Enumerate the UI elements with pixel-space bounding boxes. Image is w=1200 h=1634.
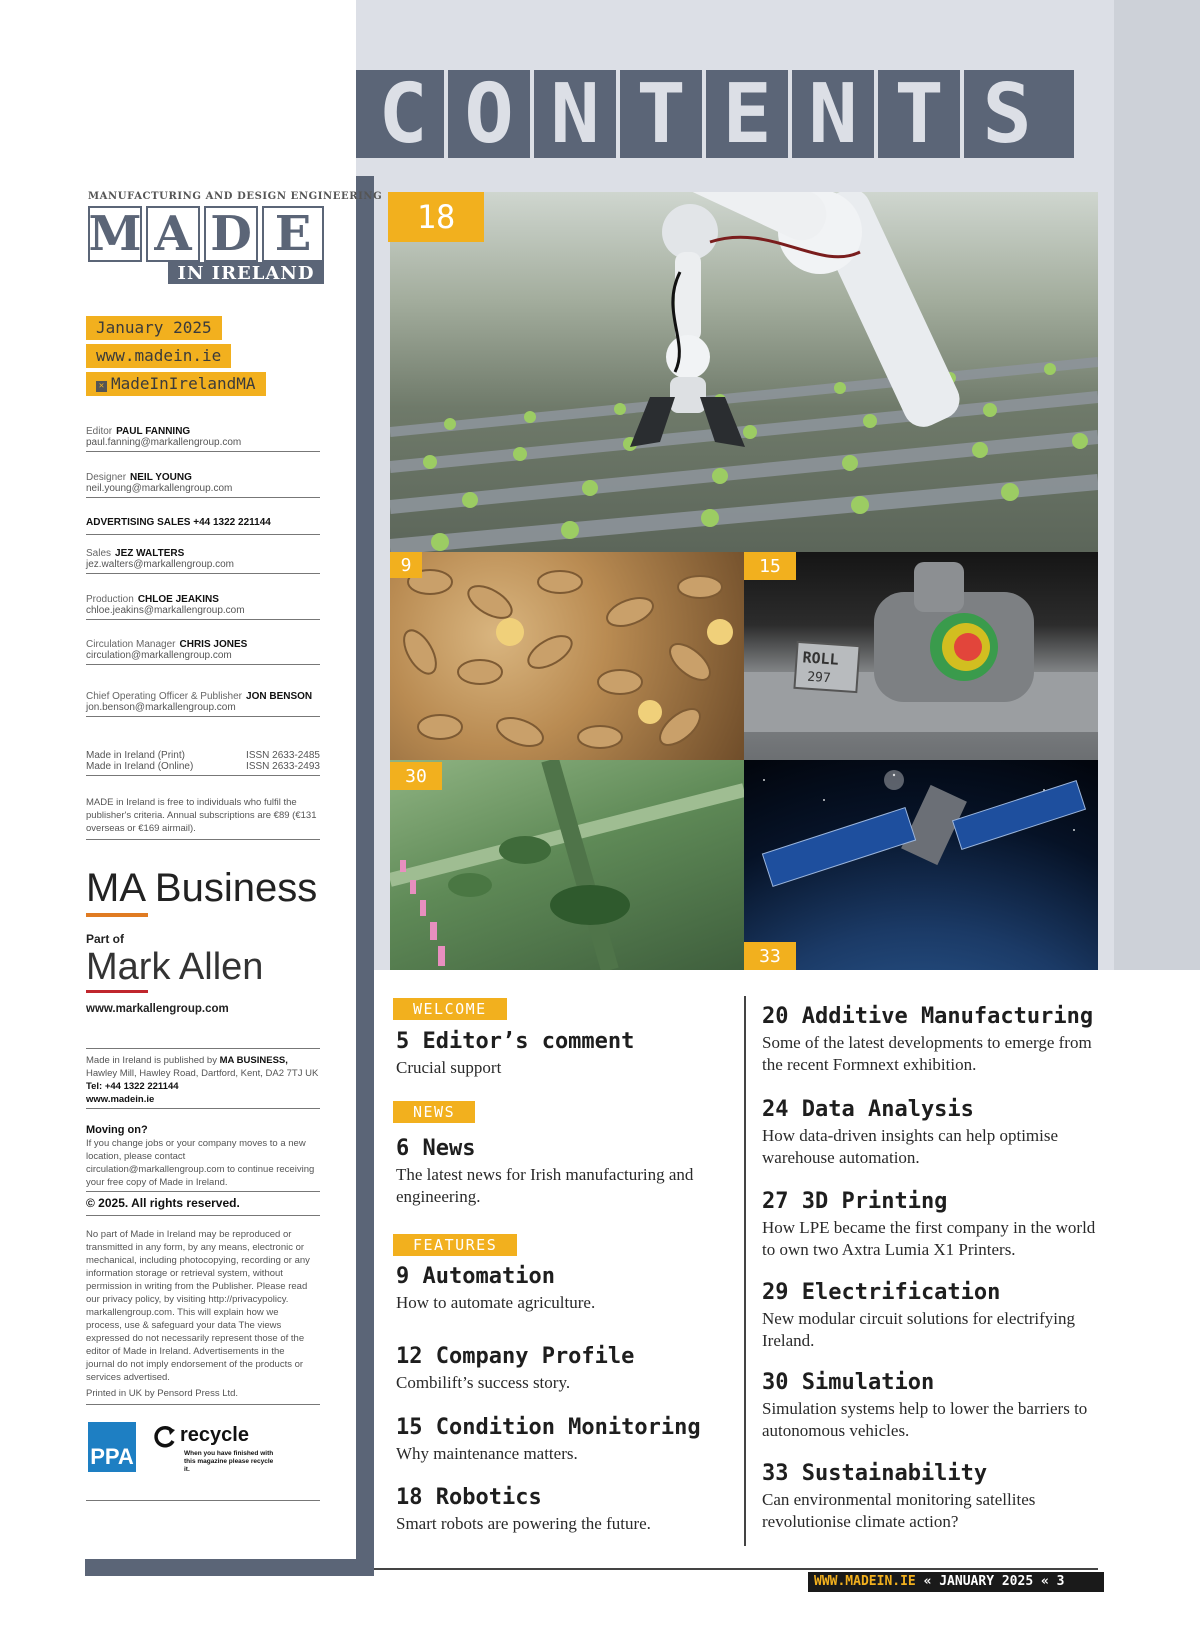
publisher-web[interactable]: www.madein.ie [86,1094,155,1105]
publisher-info [86,1054,320,1106]
entry-desc: Smart robots are powering the future. [396,1514,651,1533]
entry-sustainability[interactable] [762,1461,1102,1533]
part-of-label: Part of [86,932,125,946]
entry-title: 27 3D Printing [762,1189,948,1214]
condition-monitoring-photo [744,552,1098,760]
entry-title: 12 Company Profile [396,1344,635,1369]
moving-on-block [86,1124,320,1189]
entry-condition-monitoring[interactable] [396,1415,736,1465]
issn-print-value: ISSN 2633-2485 [246,750,320,761]
entry-electrification[interactable] [762,1280,1102,1352]
printed-by: Printed in UK by Pensord Press Ltd. [86,1388,239,1399]
staff-name: CHLOE JEAKINS [137,594,219,605]
staff-name: JON BENSON [246,691,313,702]
entry-data-analysis[interactable] [762,1097,1102,1169]
advertising-sales [86,517,320,535]
entry-company-profile[interactable] [396,1344,736,1394]
staff-role: Production [86,594,134,605]
entry-simulation[interactable] [762,1370,1102,1442]
staff-production [86,594,320,620]
legal-notice: No part of Made in Ireland may be reproduced or transmitted in any form, by any means, electronic or mechanical, including photocopying, recording or any information storage or retrieval system, without permission in writing from the Publisher. Please read our privacy policy, by visiting http://privacypolicy. markallengroup.com. This will explain how we process, use & safeguard your data The views expressed do not necessarily represent those of the editor of Made in Ireland. Advertisements in the journal do not imply endorsement of the products or services advertised. [86,1229,310,1383]
logo-letter: A [146,206,200,262]
divider [86,1215,320,1216]
title-letter: T [620,70,706,158]
entry-robotics[interactable] [396,1485,736,1535]
staff-name: CHRIS JONES [179,639,248,650]
issn-online-label: Made in Ireland (Online) [86,761,194,772]
entry-desc: Simulation systems help to lower the barriers to autonomous vehicles. [762,1399,1088,1440]
staff-email[interactable]: jez.walters@markallengroup.com [86,559,234,570]
entry-automation[interactable] [396,1264,736,1314]
robotics-photo [390,192,1098,552]
page-tag-sustainability: 33 [744,942,796,970]
title-letter: E [706,70,792,158]
divider [86,1191,320,1192]
mark-allen-logo: Mark Allen [86,946,264,988]
staff-email[interactable]: paul.fanning@markallengroup.com [86,437,242,448]
staff-sales [86,548,320,574]
entry-title: 6 News [396,1136,476,1161]
entry-desc: Why maintenance matters. [396,1444,578,1463]
social-handle[interactable] [86,372,266,396]
section-news: NEWS [393,1101,475,1123]
logo-letter: E [262,206,324,262]
automation-photo [390,552,744,760]
entry-desc: New modular circuit solutions for electrifying Ireland. [762,1309,1075,1350]
staff-email[interactable]: circulation@markallengroup.com [86,650,232,661]
moving-on-heading: Moving on? [86,1124,148,1136]
entry-news[interactable] [396,1136,736,1208]
entry-desc: Can environmental monitoring satellites revolutionise climate action? [762,1490,1036,1531]
issn-online-value: ISSN 2633-2493 [246,761,320,772]
ma-business-logo: MA Business [86,866,318,910]
staff-email[interactable]: chloe.jeakins@markallengroup.com [86,605,245,616]
title-letter: N [792,70,878,158]
moving-on-text: If you change jobs or your company moves to a new location, please contact circulation@markallengroup.com to continue receiving your free copy of Made in Ireland. [86,1138,315,1188]
staff-designer [86,472,320,498]
logo-letter: D [204,206,258,262]
staff-role: Chief Operating Officer & Publisher [86,691,243,702]
mark-allen-underline [86,990,148,993]
made-logo [88,206,324,268]
sustainability-photo [744,760,1098,970]
entry-desc: How data-driven insights can help optimise warehouse automation. [762,1126,1059,1167]
page-tag-condition: 15 [744,552,796,580]
entry-title: 29 Electrification [762,1280,1001,1305]
entry-desc: Combilift’s success story. [396,1373,571,1392]
issue-date: January 2025 [86,316,222,340]
entry-title: 24 Data Analysis [762,1097,974,1122]
title-letter: C [362,70,448,158]
publisher-address: Hawley Mill, Hawley Road, Dartford, Kent, DA2 7TJ UK [86,1068,319,1079]
staff-role: Editor [86,426,113,437]
page-tag-automation: 9 [390,552,422,578]
footer-page-number: 3 [1056,1574,1065,1589]
copyright: © 2025. All rights reserved. [86,1196,240,1210]
entry-desc: The latest news for Irish manufacturing and engineering. [396,1165,694,1206]
staff-role: Sales [86,548,112,559]
entry-title: 18 Robotics [396,1485,542,1510]
entry-desc: How LPE became the first company in the world to own two Axtra Lumia X1 Printers. [762,1218,1096,1259]
roll-number: 297 [806,669,832,687]
simulation-photo [390,760,744,970]
title-letter: N [534,70,620,158]
logo-subtitle: IN IRELAND [168,262,324,284]
recycle-note: When you have finished with this magazine please recycle it. [184,1450,274,1473]
page-tag-simulation: 30 [390,762,442,790]
social-handle-text: MadeInIrelandMA [111,374,256,393]
entry-title: 20 Additive Manufacturing [762,1004,1094,1029]
staff-email[interactable]: neil.young@markallengroup.com [86,483,233,494]
footer-url[interactable]: WWW.MADEIN.IE [814,1574,916,1589]
recycle-label: recycle [180,1424,249,1446]
vertical-divider-bar [356,176,374,1576]
ppa-logo: PPA [88,1422,136,1472]
column-separator [744,996,746,1546]
recycle-icon [152,1424,178,1450]
issn-block [86,750,320,776]
divider [86,1048,320,1049]
footer-rule [374,1568,1098,1570]
ma-business-underline [86,913,148,917]
staff-name: PAUL FANNING [116,426,191,437]
roll-label: ROLL [801,648,840,669]
staff-role: Designer [86,472,127,483]
title-letter: O [448,70,534,158]
markallen-url[interactable]: www.markallengroup.com [86,1003,229,1015]
entry-title: 5 Editor’s comment [396,1029,635,1054]
staff-name: ADVERTISING SALES +44 1322 221144 [86,517,271,528]
section-welcome: WELCOME [393,998,507,1020]
staff-role: Circulation Manager [86,639,176,650]
x-icon: ✕ [96,381,107,392]
staff-name: JEZ WALTERS [115,548,185,559]
staff-circulation [86,639,320,665]
entry-desc: How to automate agriculture. [396,1293,596,1312]
staff-publisher [86,691,320,717]
section-features: FEATURES [393,1234,517,1256]
page-tag-robotics: 18 [388,192,484,242]
staff-email[interactable]: jon.benson@markallengroup.com [86,702,236,713]
divider [86,1404,320,1405]
entry-desc: Some of the latest developments to emerge from the recent Formnext exhibition. [762,1033,1092,1074]
entry-additive-manufacturing[interactable] [762,1004,1102,1076]
title-letter: T [878,70,964,158]
publisher-tel: Tel: +44 1322 221144 [86,1081,179,1092]
staff-name: NEIL YOUNG [130,472,192,483]
footer-issue: « JANUARY 2025 « [923,1574,1049,1589]
entry-title: 33 Sustainability [762,1461,988,1486]
logo-letter: M [88,206,142,262]
page-footer [808,1572,1104,1592]
website-link[interactable]: www.madein.ie [86,344,231,368]
right-strip [1114,0,1200,970]
entry-title: 30 Simulation [762,1370,935,1395]
entry-title: 15 Condition Monitoring [396,1415,701,1440]
subscription-note: MADE in Ireland is free to individuals who fulfil the publisher's criteria. Annual subscriptions are €89 (€131 overseas or €169 airmail). [86,796,320,840]
title-letter: S [982,66,1032,162]
issn-print-label: Made in Ireland (Print) [86,750,185,761]
divider [86,1108,320,1109]
staff-editor [86,426,320,452]
entry-desc: Crucial support [396,1058,502,1077]
bottom-bar [85,1559,371,1576]
entry-3d-printing[interactable] [762,1189,1102,1261]
entry-title: 9 Automation [396,1264,555,1289]
contents-title [356,66,1074,162]
entry-editors-comment[interactable] [396,1029,736,1079]
divider [86,1500,320,1501]
published-by-label: Made in Ireland is published by [86,1055,217,1066]
logo-tagline: MANUFACTURING AND DESIGN ENGINEERING [88,191,383,202]
publisher-name: MA BUSINESS, [219,1055,288,1066]
